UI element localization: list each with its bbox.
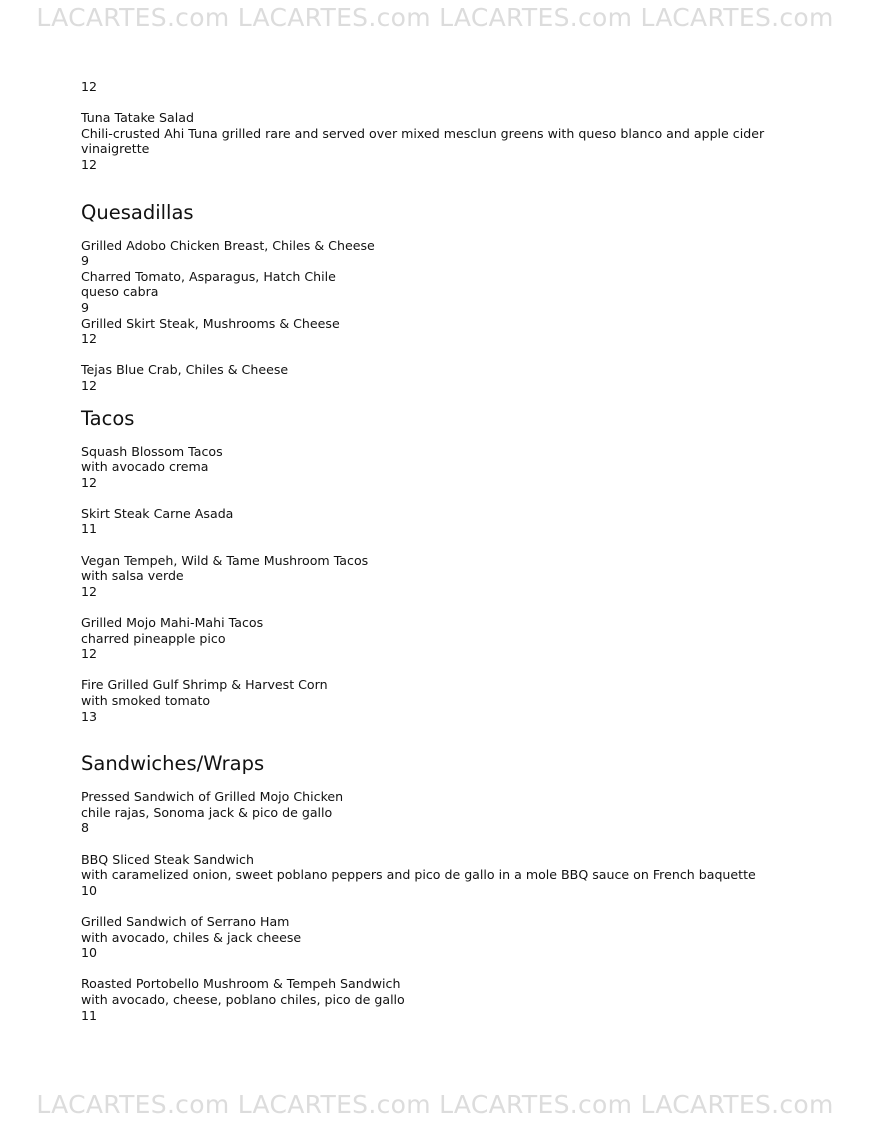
menu-item xyxy=(81,789,841,836)
item-price: 11 xyxy=(81,1007,98,1023)
item-price: 9 xyxy=(81,253,90,269)
item-name: Grilled Sandwich of Serrano Ham xyxy=(81,913,290,929)
item-description: with smoked tomato xyxy=(81,693,211,708)
item-name: BBQ Sliced Steak Sandwich xyxy=(81,851,254,867)
item-price: 12 xyxy=(81,377,98,393)
item-description: queso cabra xyxy=(81,284,159,300)
menu-page xyxy=(81,79,841,1023)
menu-item xyxy=(81,444,841,491)
item-description: vinaigrette xyxy=(81,141,150,157)
item-description: with avocado, chiles & jack cheese xyxy=(81,929,302,945)
menu-item xyxy=(81,362,841,393)
menu-item xyxy=(81,615,841,662)
item-name: Squash Blossom Tacos xyxy=(81,443,223,459)
item-name: Skirt Steak Carne Asada xyxy=(81,505,234,521)
item-description: Chili-crusted Ahi Tuna grilled rare and served over mixed mesclun greens with queso blanco and apple cider xyxy=(81,125,765,141)
item-name: Grilled Mojo Mahi-Mahi Tacos xyxy=(81,615,264,631)
menu-item xyxy=(81,852,841,899)
item-description: with avocado crema xyxy=(81,459,209,475)
item-name: Charred Tomato, Asparagus, Hatch Chile xyxy=(81,268,336,284)
menu-item xyxy=(81,238,841,269)
item-description: chile rajas, Sonoma jack & pico de gallo xyxy=(81,804,333,820)
item-name: Tejas Blue Crab, Chiles & Cheese xyxy=(81,362,289,378)
menu-item xyxy=(81,269,841,316)
item-description: charred pineapple pico xyxy=(81,630,226,646)
item-price: 8 xyxy=(81,820,90,836)
item-description: with avocado, cheese, poblano chiles, pico de gallo xyxy=(81,991,405,1007)
item-name: Roasted Portobello Mushroom & Tempeh Sandwich xyxy=(81,976,401,992)
menu-item xyxy=(81,914,841,961)
menu-item xyxy=(81,976,841,1023)
item-price: 12 xyxy=(81,583,98,599)
item-name: Grilled Adobo Chicken Breast, Chiles & Cheese xyxy=(81,237,375,253)
item-name: Pressed Sandwich of Grilled Mojo Chicken xyxy=(81,789,344,805)
item-price: 13 xyxy=(81,708,98,724)
section-title-tacos: Tacos xyxy=(81,406,135,430)
item-name: Grilled Skirt Steak, Mushrooms & Cheese xyxy=(81,315,340,331)
menu-item xyxy=(81,553,841,600)
menu-item xyxy=(81,677,841,724)
menu-item xyxy=(81,316,841,347)
item-price: 11 xyxy=(81,521,98,537)
item-name: Vegan Tempeh, Wild & Tame Mushroom Tacos xyxy=(81,552,369,568)
menu-item-tuna-tatake-salad xyxy=(81,110,841,172)
item-price: 12 xyxy=(81,474,98,490)
item-price: 12 xyxy=(81,646,98,662)
item-price: 9 xyxy=(81,299,90,315)
item-price: 10 xyxy=(81,882,98,898)
watermark-top: LACARTES.com LACARTES.com LACARTES.com LACARTES.com xyxy=(36,3,834,32)
menu-item xyxy=(81,506,841,537)
item-name: Tuna Tatake Salad xyxy=(81,110,194,126)
section-title-sandwiches-wraps: Sandwiches/Wraps xyxy=(81,752,265,776)
watermark-bottom: LACARTES.com LACARTES.com LACARTES.com LACARTES.com xyxy=(36,1090,834,1119)
item-name: Fire Grilled Gulf Shrimp & Harvest Corn xyxy=(81,677,328,693)
item-description: with caramelized onion, sweet poblano peppers and pico de gallo in a mole BBQ sauce on French baquette xyxy=(81,867,756,883)
item-price: 12 xyxy=(81,156,98,172)
item-price: 12 xyxy=(81,79,98,94)
item-price: 10 xyxy=(81,945,98,961)
item-price: 12 xyxy=(81,331,98,347)
section-title-quesadillas: Quesadillas xyxy=(81,200,194,224)
item-description: with salsa verde xyxy=(81,568,184,584)
